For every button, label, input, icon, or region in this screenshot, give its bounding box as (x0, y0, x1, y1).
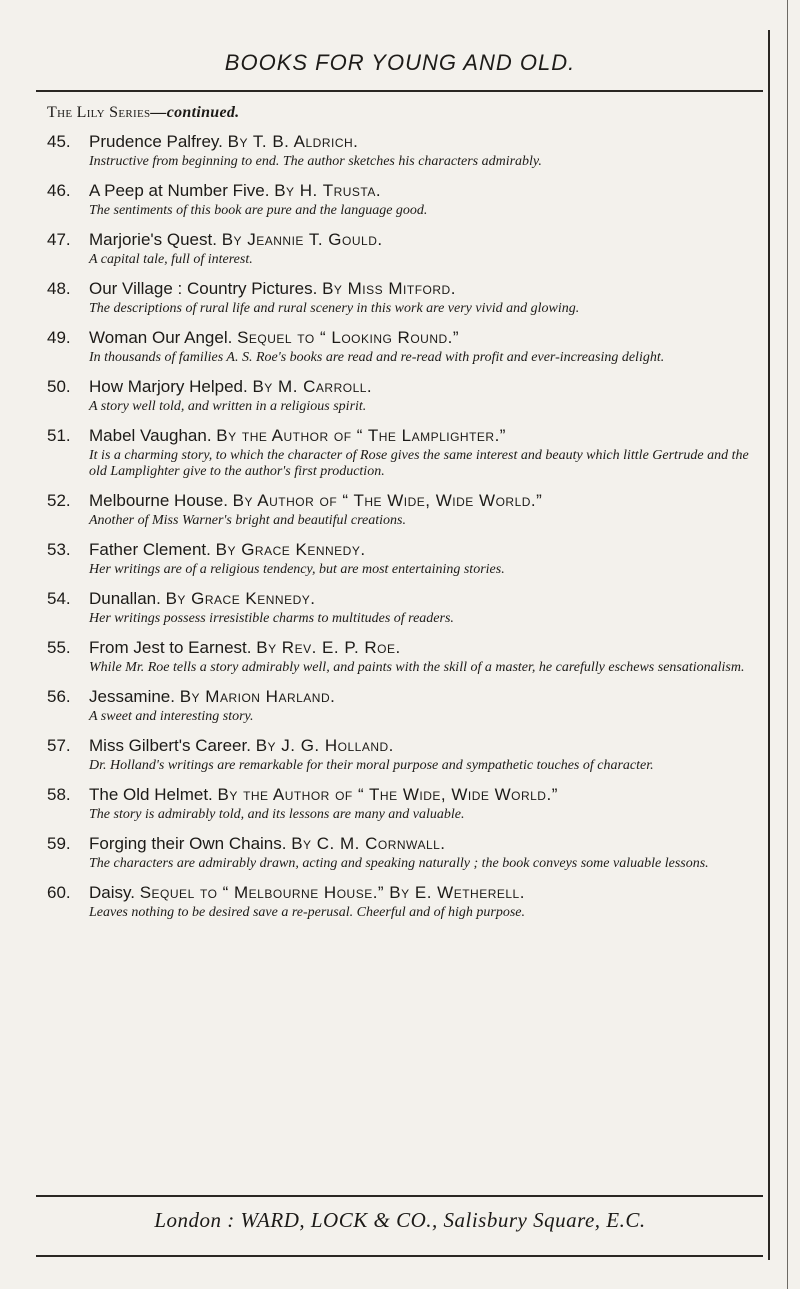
book-description: A sweet and interesting story. (89, 709, 254, 724)
book-title: Miss Gilbert's Career. (89, 736, 251, 755)
book-description: It is a charming story, to which the character of Rose gives the same interest and beauty which little Gertrude and the old Lamplighter give to the author's first production. (89, 448, 749, 479)
book-number: 47. (47, 230, 71, 249)
book-author: By Marion Harland. (179, 687, 336, 706)
book-entry (47, 883, 767, 921)
book-description: A capital tale, full of interest. (89, 252, 253, 267)
page-header: BOOKS FOR YOUNG AND OLD. (224, 50, 576, 75)
book-entry (47, 132, 767, 170)
book-number: 51. (47, 426, 71, 445)
book-title-line (89, 279, 767, 299)
book-number: 58. (47, 785, 71, 804)
book-title: Our Village : Country Pictures. (89, 279, 318, 298)
book-title: Dunallan. (89, 589, 161, 608)
book-title-line (89, 328, 767, 348)
book-description: Instructive from beginning to end. The author sketches his characters admirably. (89, 154, 542, 169)
book-description: While Mr. Roe tells a story admirably well, and paints with the skill of a master, he carefully eschews sensationalism. (89, 660, 745, 675)
book-entry (47, 589, 767, 627)
book-title-line (89, 426, 767, 446)
publisher-imprint: London : WARD, LOCK & CO., Salisbury Square, E.C. (154, 1208, 646, 1232)
book-title: Prudence Palfrey. (89, 132, 223, 151)
book-title: The Old Helmet. (89, 785, 213, 804)
book-title: Melbourne House. (89, 491, 228, 510)
book-entry (47, 426, 767, 480)
footer-rule (36, 1195, 763, 1197)
book-author: Sequel to “ Melbourne House.” By E. Wetherell. (139, 883, 525, 902)
book-description: Leaves nothing to be desired save a re-perusal. Cheerful and of high purpose. (89, 905, 526, 920)
book-entry (47, 279, 767, 317)
book-title-line (89, 230, 767, 250)
book-number: 60. (47, 883, 71, 902)
book-title-line (89, 785, 767, 805)
book-author: By M. Carroll. (252, 377, 373, 396)
book-description: The descriptions of rural life and rural scenery in this work are very vivid and glowing. (89, 301, 580, 316)
book-title-line (89, 687, 767, 707)
book-entry (47, 491, 767, 529)
book-entry (47, 638, 767, 676)
book-number: 45. (47, 132, 71, 151)
book-title: Marjorie's Quest. (89, 230, 217, 249)
book-title: How Marjory Helped. (89, 377, 248, 396)
book-author: By H. Trusta. (274, 181, 382, 200)
page-edge-rule (787, 0, 788, 1289)
series-name: The Lily Series (47, 104, 151, 121)
book-entry (47, 181, 767, 219)
book-author: By C. M. Cornwall. (291, 834, 446, 853)
book-number: 54. (47, 589, 71, 608)
book-entry (47, 834, 767, 872)
right-border-rule (768, 30, 770, 1260)
book-description: Her writings are of a religious tendency, but are most entertaining stories. (89, 562, 505, 577)
book-entry (47, 687, 767, 725)
book-title: Jessamine. (89, 687, 175, 706)
book-title-line (89, 883, 767, 903)
book-entry (47, 377, 767, 415)
book-number: 53. (47, 540, 71, 559)
book-title: Woman Our Angel. (89, 328, 233, 347)
book-title-line (89, 181, 767, 201)
book-entry (47, 230, 767, 268)
book-number: 49. (47, 328, 71, 347)
book-author: By Jeannie T. Gould. (221, 230, 383, 249)
book-author: By Author of “ The Wide, Wide World.” (232, 491, 543, 510)
book-author: Sequel to “ Looking Round.” (237, 328, 460, 347)
book-number: 57. (47, 736, 71, 755)
book-title: Forging their Own Chains. (89, 834, 287, 853)
book-title-line (89, 638, 767, 658)
series-suffix: —continued. (150, 104, 240, 121)
book-entry (47, 540, 767, 578)
series-heading (47, 104, 239, 122)
book-number: 46. (47, 181, 71, 200)
book-number: 56. (47, 687, 71, 706)
book-number: 55. (47, 638, 71, 657)
book-entry (47, 785, 767, 823)
book-number: 52. (47, 491, 71, 510)
book-number: 59. (47, 834, 71, 853)
book-author: By Miss Mitford. (322, 279, 456, 298)
book-description: The characters are admirably drawn, acting and speaking naturally ; the book conveys some valuable lessons. (89, 856, 709, 871)
book-title-line (89, 834, 767, 854)
book-title-line (89, 736, 767, 756)
book-title-line (89, 589, 767, 609)
book-description: Another of Miss Warner's bright and beautiful creations. (89, 513, 406, 528)
book-description: In thousands of families A. S. Roe's books are read and re-read with profit and ever-increasing delight. (89, 350, 665, 365)
book-entry (47, 328, 767, 366)
book-title-line (89, 540, 767, 560)
header-rule (36, 90, 763, 92)
book-title: From Jest to Earnest. (89, 638, 252, 657)
book-description: A story well told, and written in a religious spirit. (89, 399, 367, 414)
book-number: 48. (47, 279, 71, 298)
book-description: The story is admirably told, and its lessons are many and valuable. (89, 807, 465, 822)
book-title: Daisy. (89, 883, 135, 902)
book-author: By the Author of “ The Lamplighter.” (216, 426, 506, 445)
book-description: Her writings possess irresistible charms to multitudes of readers. (89, 611, 454, 626)
book-author: By Rev. E. P. Roe. (256, 638, 401, 657)
book-entry (47, 736, 767, 774)
book-author: By T. B. Aldrich. (227, 132, 359, 151)
book-description: The sentiments of this book are pure and the language good. (89, 203, 428, 218)
book-description: Dr. Holland's writings are remarkable for their moral purpose and sympathetic touches of character. (89, 758, 654, 773)
book-list (47, 132, 767, 932)
book-title-line (89, 132, 767, 152)
book-title-line (89, 491, 767, 511)
book-title-line (89, 377, 767, 397)
bottom-rule (36, 1255, 763, 1257)
book-author: By the Author of “ The Wide, Wide World.” (217, 785, 558, 804)
book-author: By J. G. Holland. (255, 736, 394, 755)
book-author: By Grace Kennedy. (165, 589, 316, 608)
book-title: A Peep at Number Five. (89, 181, 270, 200)
book-title: Mabel Vaughan. (89, 426, 212, 445)
book-number: 50. (47, 377, 71, 396)
book-title: Father Clement. (89, 540, 211, 559)
book-author: By Grace Kennedy. (215, 540, 366, 559)
